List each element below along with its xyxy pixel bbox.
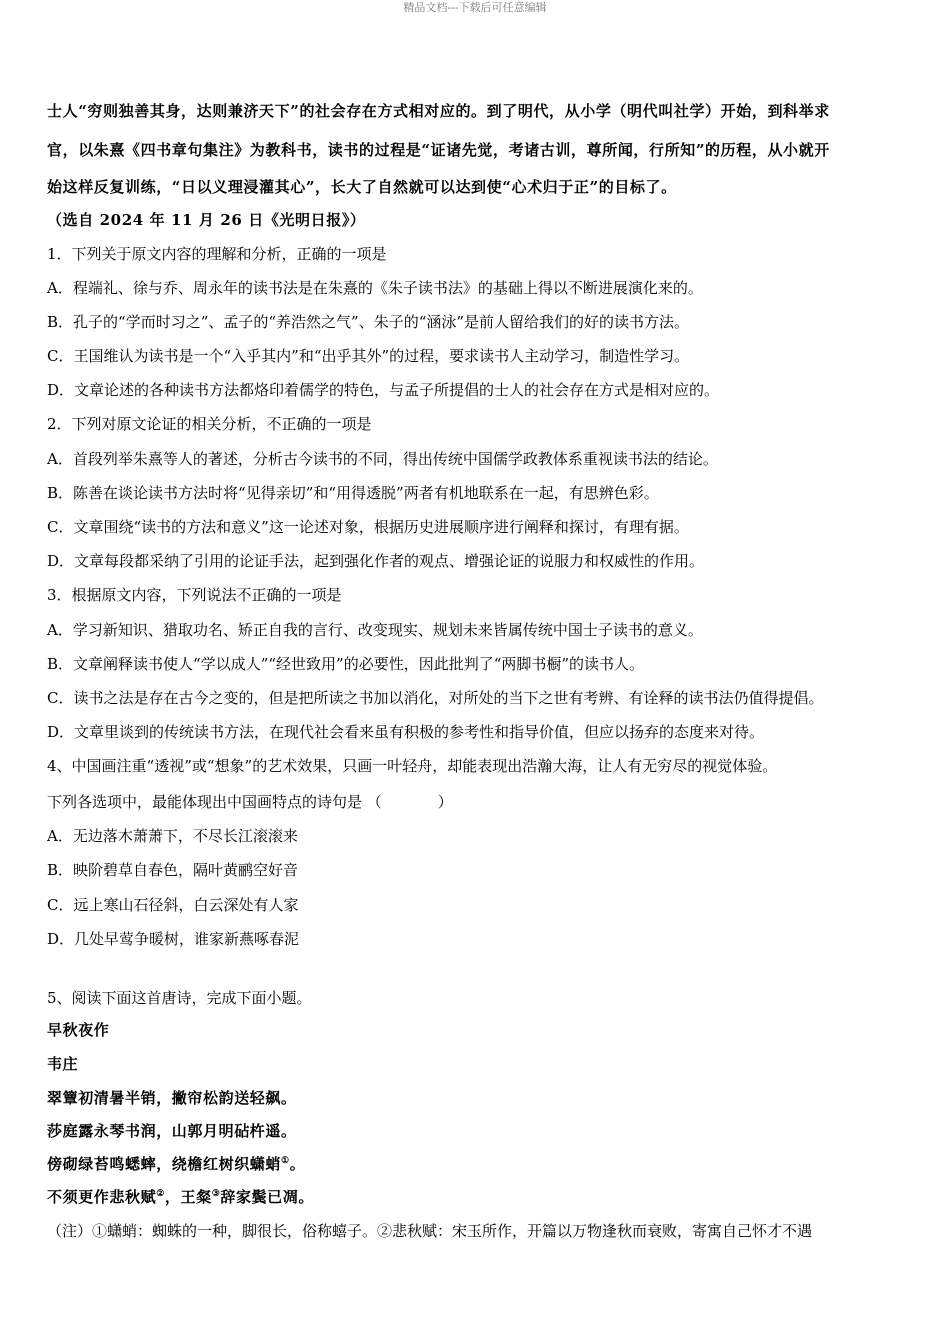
poem-line-4: 不须更作悲秋赋②，王粲③辞家鬓已凋。 <box>47 1188 314 1206</box>
question-2-stem: 2．下列对原文论证的相关分析，不正确的一项是 <box>47 415 372 433</box>
intro-line-1: 士人“穷则独善其身，达则兼济天下”的社会存在方式相对应的。到了明代，从小学（明代叫社学）开始，到科举求 <box>47 102 830 120</box>
question-3-option-d: D．文章里谈到的传统读书方法，在现代社会看来虽有积极的参考性和指导价值，但应以扬弃的态度来对待。 <box>47 723 765 741</box>
question-2-option-d: D．文章每段都采纳了引用的论证手法，起到强化作者的观点、增强论证的说服力和权威性的作用。 <box>47 552 705 570</box>
question-4-stem: 4、中国画注重“透视”或“想象”的艺术效果，只画一叶轻舟，却能表现出浩瀚大海，让人有无穷尽的视觉体验。 <box>47 757 778 775</box>
poem-title: 早秋夜作 <box>47 1021 110 1039</box>
question-2-option-c: C．文章围绕“读书的方法和意义”这一论述对象，根据历史进展顺序进行阐释和探讨，有理有据。 <box>47 518 689 536</box>
question-4-option-a: A．无边落木萧萧下，不尽长江滚滚来 <box>47 827 298 845</box>
question-1-option-c: C．王国维认为读书是一个“入乎其内”和“出乎其外”的过程，要求读书人主动学习，制造性学习。 <box>47 347 690 365</box>
footnote-marker-3: ③ <box>211 1189 221 1199</box>
source-citation: （选自 2024 年 11 月 26 日《光明日报》） <box>47 211 366 229</box>
question-3-option-c: C．读书之法是存在古今之变的，但是把所读之书加以消化，对所处的当下之世有考辨、有诠释的读书法仍值得提倡。 <box>47 689 824 707</box>
intro-line-3: 始这样反复训练，“日以义理浸灌其心”，长大了自然就可以达到使“心术归于正”的目标了。 <box>47 178 677 196</box>
question-2-option-b: B．陈善在谈论读书方法时将“见得亲切”和“用得透脱”两者有机地联系在一起，有思辨色彩。 <box>47 484 659 502</box>
document-header: 精品文档---下载后可任意编辑 <box>403 1 547 14</box>
question-5-stem: 5、阅读下面这首唐诗，完成下面小题。 <box>47 989 312 1007</box>
question-3-stem: 3．根据原文内容，下列说法不正确的一项是 <box>47 586 342 604</box>
question-1-stem: 1．下列关于原文内容的理解和分析，正确的一项是 <box>47 245 387 263</box>
poem-line-1: 翠簟初清暑半销，撇帘松韵送轻飙。 <box>47 1089 297 1107</box>
poem-author: 韦庄 <box>47 1055 79 1073</box>
intro-line-2: 官，以朱熹《四书章句集注》为教科书，读书的过程是“证诸先觉，考诸古训，尊所闻，行所知”的历程，从小就开 <box>47 141 830 159</box>
poem-line-2: 莎庭露永琴书润，山郭月明砧杵遥。 <box>47 1122 297 1140</box>
question-4-option-c: C．远上寒山石径斜，白云深处有人家 <box>47 896 299 914</box>
question-4-option-b: B．映阶碧草自春色，隔叶黄鹂空好音 <box>47 861 299 879</box>
question-2-option-a: A．首段列举朱熹等人的著述，分析古今读书的不同，得出传统中国儒学政教体系重视读书法的结论。 <box>47 450 718 468</box>
question-3-option-a: A．学习新知识、猎取功名、矫正自我的言行、改变现实、规划未来皆属传统中国士子读书的意义。 <box>47 621 703 639</box>
footnote-marker-1: ① <box>281 1156 290 1166</box>
poem-footnote: （注）①蟏蛸：蜘蛛的一种，脚很长，俗称蟢子。②悲秋赋：宋玉所作，开篇以万物逢秋而衰败，寄寓自己怀才不遇 <box>47 1222 813 1240</box>
question-4-sub-stem: 下列各选项中，最能体现出中国画特点的诗句是 （ ） <box>47 793 453 811</box>
question-1-option-d: D．文章论述的各种读书方法都烙印着儒学的特色，与孟子所提倡的士人的社会存在方式是相对应的。 <box>47 381 720 399</box>
footnote-marker-2: ② <box>156 1189 165 1199</box>
question-3-option-b: B．文章阐释读书使人“学以成人”“经世致用”的必要性，因此批判了“两脚书橱”的读书人。 <box>47 655 645 673</box>
question-1-option-b: B．孔子的“学而时习之”、孟子的“养浩然之气”、朱子的“涵泳”是前人留给我们的好的读书方法。 <box>47 313 690 331</box>
question-1-option-a: A．程端礼、徐与乔、周永年的读书法是在朱熹的《朱子读书法》的基础上得以不断进展演化来的。 <box>47 279 703 297</box>
poem-line-3: 傍砌绿苔鸣蟋蟀，绕檐红树织蟏蛸①。 <box>47 1155 306 1173</box>
question-4-option-d: D．几处早莺争暖树，谁家新燕啄春泥 <box>47 930 300 948</box>
